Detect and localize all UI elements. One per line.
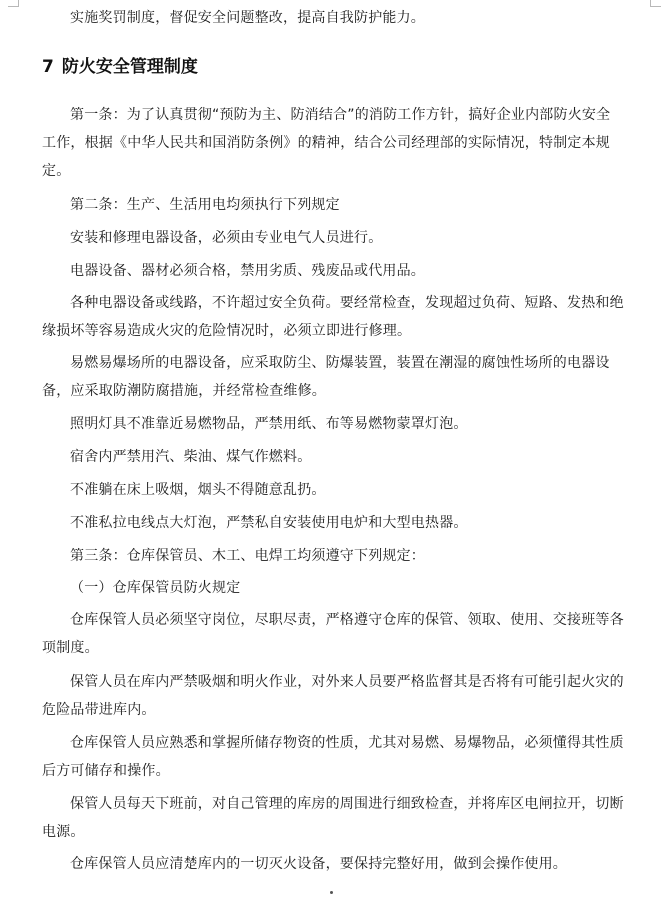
paragraph-item: 照明灯具不准靠近易燃物品，严禁用纸、布等易燃物蒙罩灯泡。	[70, 416, 468, 432]
paragraph-item: 各种电器设备或线路，不许超过安全负荷。要经常检查，发现超过负荷、短路、发热和绝缘损坏等容易造成火灾的危险情况时，必须立即进行修理。	[42, 295, 624, 339]
paragraph-item: 仓库保管人员应清楚库内的一切灭火设备，要保持完整好用，做到会操作使用。	[70, 856, 567, 872]
paragraph-item: 仓库保管人员应熟悉和掌握所储存物资的性质，尤其对易燃、易爆物品，必须懂得其性质后方可储存和操作。	[42, 735, 624, 779]
paragraph-item: 保管人员在库内严禁吸烟和明火作业，对外来人员要严格监督其是否将有可能引起火灾的危险品带进库内。	[42, 674, 624, 718]
paragraph-item: 安装和修理电器设备，必须由专业电气人员进行。	[70, 230, 383, 246]
section-number: 7	[42, 57, 54, 77]
paragraph-subheading: （一）仓库保管员防火规定	[70, 580, 241, 596]
crop-mark-right	[650, 0, 661, 7]
paragraph-article-3: 第三条：仓库保管员、木工、电焊工均须遵守下列规定：	[70, 548, 425, 564]
paragraph-item: 电器设备、器材必须合格，禁用劣质、残废品或代用品。	[70, 263, 425, 279]
paragraph-item: 不准私拉电线点大灯泡，严禁私自安装使用电炉和大型电热器。	[70, 515, 468, 531]
section-title: 防火安全管理制度	[61, 57, 198, 77]
paragraph-article-1: 第一条：为了认真贯彻“预防为主、防消结合”的消防工作方针，搞好企业内部防火安全工作，根据《中华人民共和国消防条例》的精神，结合公司经理部的实际情况，特制定本规定。	[42, 107, 611, 179]
crop-mark-left	[8, 0, 19, 7]
paragraph-item: 不准躺在床上吸烟，烟头不得随意乱扔。	[70, 482, 326, 498]
page-marker-dot	[330, 891, 333, 894]
section-heading	[42, 52, 198, 82]
paragraph-item: 仓库保管人员必须坚守岗位，尽职尽责，严格遵守仓库的保管、领取、使用、交接班等各项制度。	[42, 612, 624, 656]
paragraph-article-2: 第二条：生产、生活用电均须执行下列规定	[70, 197, 340, 213]
paragraph-item: 易燃易爆场所的电器设备，应采取防尘、防爆装置，装置在潮湿的腐蚀性场所的电器设备，应采取防潮防腐措施，并经常检查维修。	[42, 355, 610, 399]
paragraph-item: 宿舍内严禁用汽、柴油、煤气作燃料。	[70, 449, 312, 465]
paragraph-item: 保管人员每天下班前，对自己管理的库房的周围进行细致检查，并将库区电闸拉开，切断电源。	[42, 796, 624, 840]
intro-line: 实施奖罚制度，督促安全问题整改，提高自我防护能力。	[70, 10, 425, 26]
